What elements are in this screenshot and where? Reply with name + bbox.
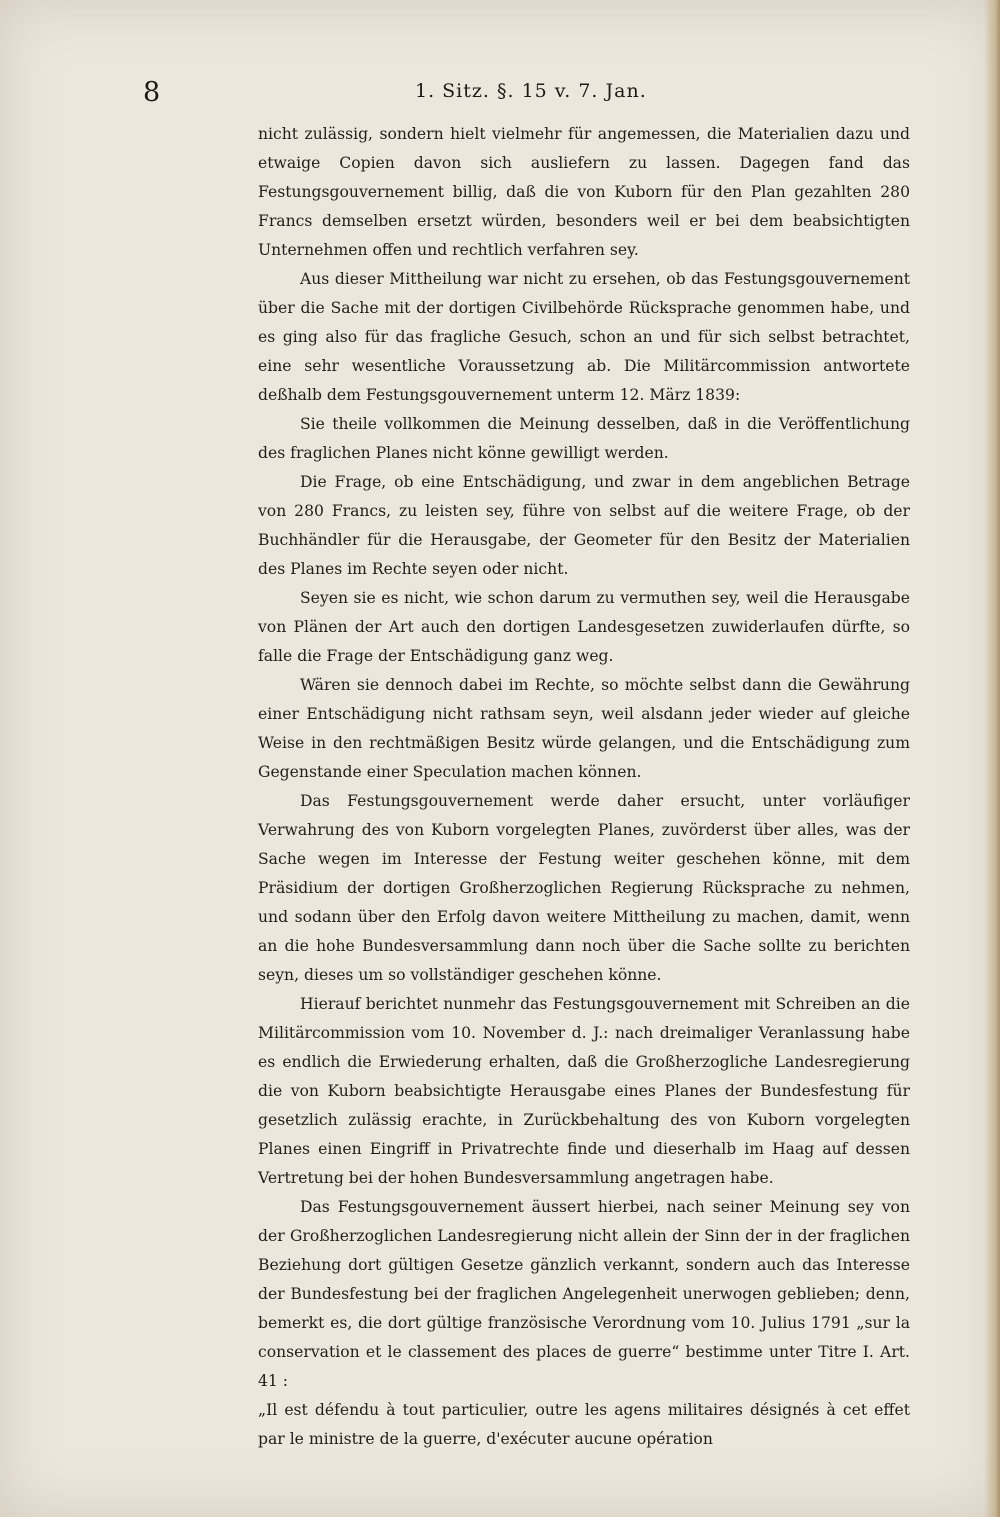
paragraph: Sie theile vollkommen die Meinung desselben, daß in die Veröffentlichung des fraglichen Planes nicht könne gewilligt werden. bbox=[258, 415, 910, 462]
page-number: 8 bbox=[143, 77, 161, 108]
paragraph: Das Festungsgouvernement werde daher ersucht, unter vorläufiger Verwahrung des von Kuborn vorgelegten Planes, zuvörderst über alles, was der Sache wegen im Interesse der Festung weiter geschehen könne, mit dem Präsidium der dortigen Großherzoglichen Regierung Rücksprache zu nehmen, und sodann über den Erfolg davon weitere Mittheilung zu machen, damit, wenn an die hohe Bundesversammlung dann noch über die Sache sollte zu berichten seyn, dieses um so vollständiger geschehen könne. bbox=[258, 792, 910, 984]
paragraph: Seyen sie es nicht, wie schon darum zu vermuthen sey, weil die Herausgabe von Plänen der Art auch den dortigen Landesgesetzen zuwiderlaufen dürfte, so falle die Frage der Entschädigung ganz weg. bbox=[258, 589, 910, 665]
body-text bbox=[258, 120, 910, 1454]
paragraph: Wären sie dennoch dabei im Rechte, so möchte selbst dann die Gewährung einer Entschädigung nicht rathsam seyn, weil alsdann jeder wieder auf gleiche Weise in den rechtmäßigen Besitz würde gelangen, und die Entschädigung zum Gegenstande einer Speculation machen können. bbox=[258, 676, 910, 781]
running-head: 1. Sitz. §. 15 v. 7. Jan. bbox=[415, 80, 647, 102]
paragraph: Das Festungsgouvernement äussert hierbei, nach seiner Meinung sey von der Großherzoglichen Landesregierung nicht allein der Sinn der in der fraglichen Beziehung dort gültigen Gesetze gänzlich verkannt, sondern auch das Interesse der Bundesfestung bei der fraglichen Angelegenheit unerwogen geblieben; denn, bemerkt es, die dort gültige französische Verordnung vom 10. Julius 1791 „sur la conservation et le classement des places de guerre“ bestimme unter Titre I. Art. 41 : bbox=[258, 1198, 910, 1390]
paragraph: Die Frage, ob eine Entschädigung, und zwar in dem angeblichen Betrage von 280 Francs, zu leisten sey, führe von selbst auf die weitere Frage, ob der Buchhändler für die Herausgabe, der Geometer für den Besitz der Materialien des Planes im Rechte seyen oder nicht. bbox=[258, 473, 910, 578]
paragraph: Hierauf berichtet nunmehr das Festungsgouvernement mit Schreiben an die Militärcommission vom 10. November d. J.: nach dreimaliger Veranlassung habe es endlich die Erwiederung erhalten, daß die Großherzogliche Landesregierung die von Kuborn beabsichtigte Herausgabe eines Planes der Bundesfestung für gesetzlich zulässig erachte, in Zurückbehaltung des von Kuborn vorgelegten Planes einen Eingriff in Privatrechte finde und dieserhalb im Haag auf dessen Vertretung bei der hohen Bundesversammlung angetragen habe. bbox=[258, 995, 910, 1187]
quoted-paragraph: „Il est défendu à tout particulier, outre les agens militaires désignés à cet effet par le ministre de la guerre, d'exécuter aucune opération bbox=[258, 1401, 910, 1448]
paragraph: Aus dieser Mittheilung war nicht zu ersehen, ob das Festungsgouvernement über die Sache mit der dortigen Civilbehörde Rücksprache genommen habe, und es ging also für das fragliche Gesuch, schon an und für sich selbst betrachtet, eine sehr wesentliche Voraussetzung ab. Die Militärcommission antwortete deßhalb dem Festungsgouvernement unterm 12. März 1839: bbox=[258, 270, 910, 404]
paragraph-continuation: nicht zulässig, sondern hielt vielmehr für angemessen, die Materialien dazu und etwaige Copien davon sich ausliefern zu lassen. Dagegen fand das Festungsgouvernement billig, daß die von Kuborn für den Plan gezahlten 280 Francs demselben ersetzt würden, besonders weil er bei dem beabsichtigten Unternehmen offen und rechtlich verfahren sey. bbox=[258, 125, 910, 259]
page-spine-shadow bbox=[984, 0, 1000, 1517]
